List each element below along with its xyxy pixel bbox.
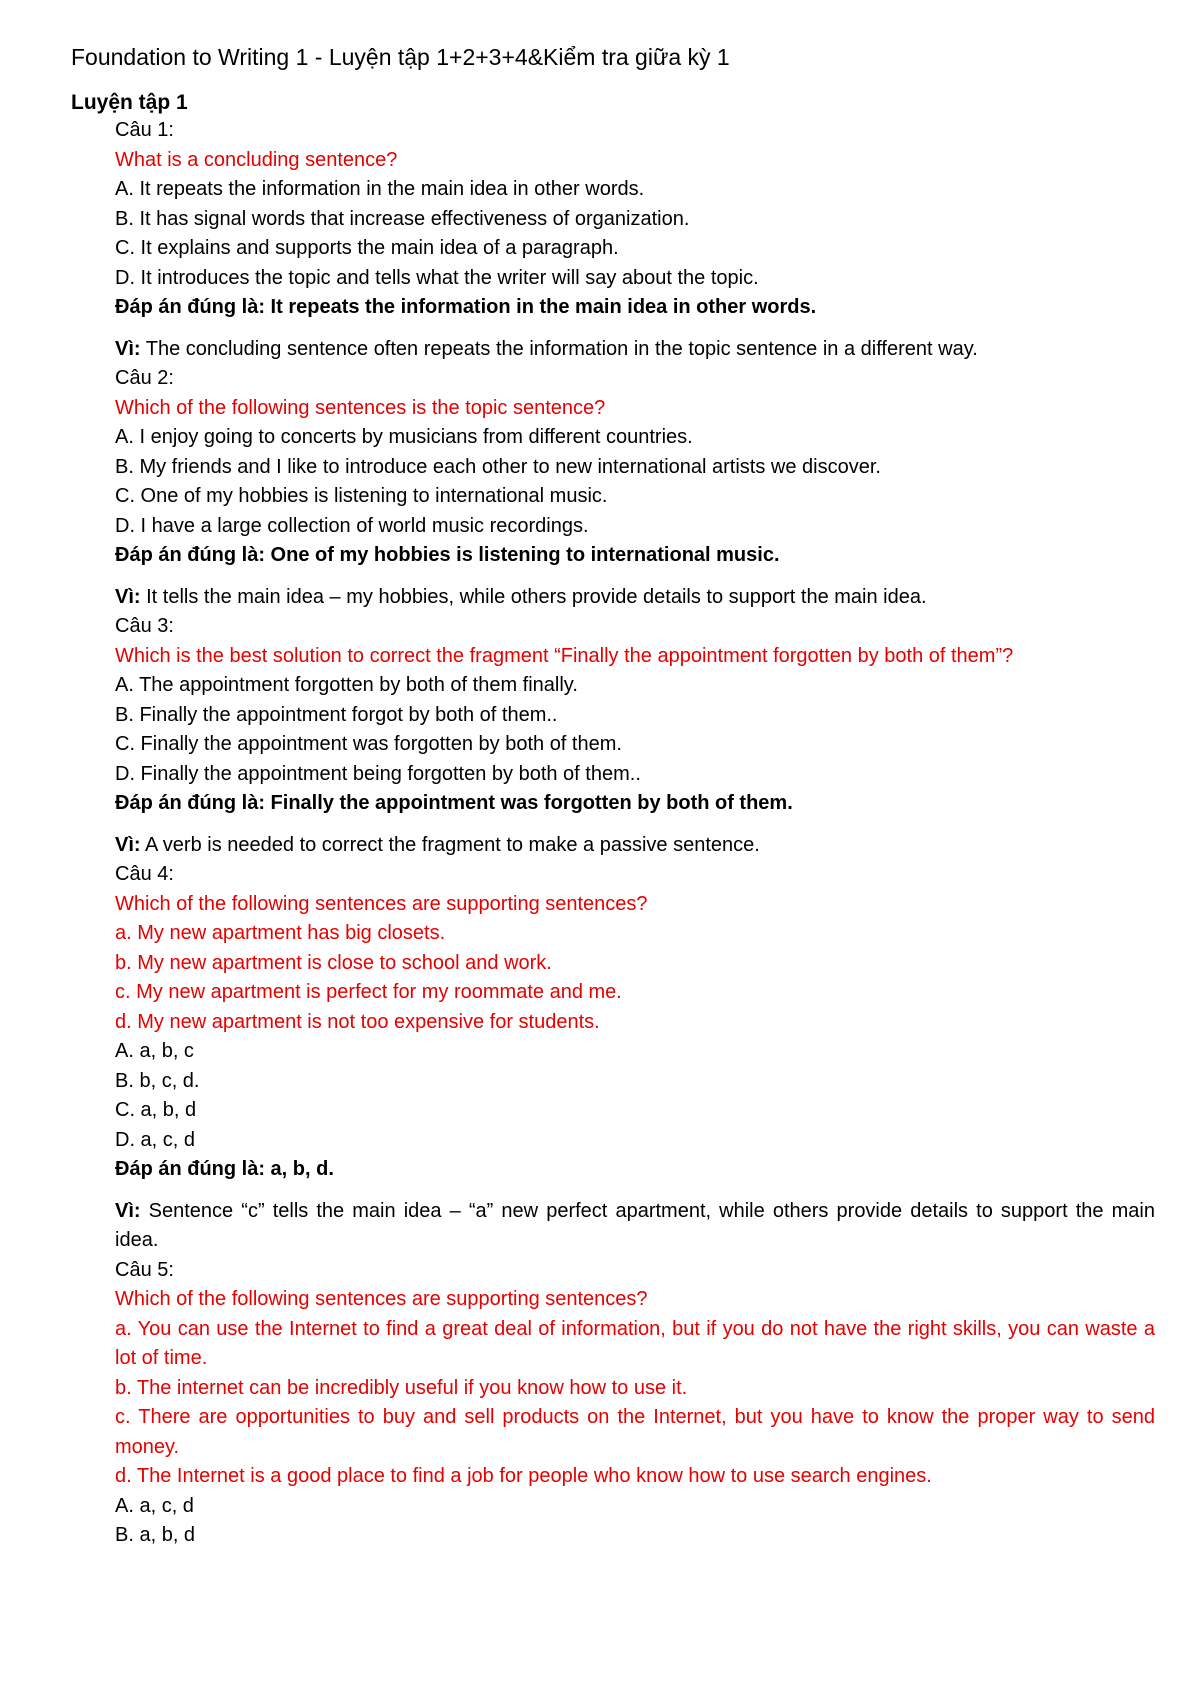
question-prompt: Which of the following sentences are supporting sentences? xyxy=(115,892,648,915)
answer-option: B. Finally the appointment forgot by both of them.. xyxy=(115,703,558,726)
question-label: Câu 1: xyxy=(115,119,174,141)
answer-option: B. a, b, d xyxy=(115,1524,196,1546)
question-block xyxy=(115,612,1155,860)
explanation-label: Vì: xyxy=(115,337,141,360)
explanation xyxy=(115,831,1155,861)
statement: c. My new apartment is perfect for my roommate and me. xyxy=(115,981,622,1003)
question-prompt: What is a concluding sentence? xyxy=(115,148,398,171)
correct-answer: Đáp án đúng là: Finally the appointment was forgotten by both of them. xyxy=(115,792,793,814)
question-prompt: Which of the following sentences is the topic sentence? xyxy=(115,396,606,419)
question-label: Câu 3: xyxy=(115,615,174,637)
explanation-text: The concluding sentence often repeats the information in the topic sentence in a different way. xyxy=(140,337,978,360)
correct-answer: Đáp án đúng là: a, b, d. xyxy=(115,1158,334,1180)
explanation xyxy=(115,335,1155,365)
answer-option: C. Finally the appointment was forgotten by both of them. xyxy=(115,733,622,755)
question-label: Câu 5: xyxy=(115,1258,174,1281)
statement: b. The internet can be incredibly useful if you know how to use it. xyxy=(115,1376,688,1399)
explanation-text: A verb is needed to correct the fragment to make a passive sentence. xyxy=(140,833,760,856)
answer-option: A. a, c, d xyxy=(115,1494,194,1517)
statement: a. You can use the Internet to find a great deal of information, but if you do not have the right skills, you can waste a lot of time. xyxy=(115,1317,1155,1369)
question-label: Câu 2: xyxy=(115,367,174,389)
question-prompt: Which of the following sentences are supporting sentences? xyxy=(115,1288,648,1310)
question-block xyxy=(115,364,1155,612)
document-content xyxy=(115,116,1155,1551)
correct-answer: Đáp án đúng là: It repeats the information in the main idea in other words. xyxy=(115,296,817,318)
document-title: Foundation to Writing 1 - Luyện tập 1+2+3+4&Kiểm tra giữa kỳ 1 xyxy=(71,44,730,70)
answer-option: D. Finally the appointment being forgotten by both of them.. xyxy=(115,762,641,785)
answer-option: A. It repeats the information in the main idea in other words. xyxy=(115,178,645,200)
question-block xyxy=(115,1256,1155,1551)
explanation-label: Vì: xyxy=(115,585,141,608)
statement: a. My new apartment has big closets. xyxy=(115,922,446,944)
answer-option: C. a, b, d xyxy=(115,1099,197,1121)
answer-option: C. It explains and supports the main idea of a paragraph. xyxy=(115,237,619,259)
question-block xyxy=(115,116,1155,364)
answer-option: A. a, b, c xyxy=(115,1040,194,1062)
answer-option: A. I enjoy going to concerts by musicians from different countries. xyxy=(115,426,693,448)
statement: c. There are opportunities to buy and sell products on the Internet, but you have to know the proper way to send money. xyxy=(115,1406,1155,1458)
answer-option: B. b, c, d. xyxy=(115,1069,200,1092)
answer-option: A. The appointment forgotten by both of them finally. xyxy=(115,674,578,696)
answer-option: B. My friends and I like to introduce each other to new international artists we discover. xyxy=(115,455,881,478)
answer-option: D. It introduces the topic and tells what the writer will say about the topic. xyxy=(115,266,759,289)
answer-option: D. I have a large collection of world music recordings. xyxy=(115,514,589,537)
statement: d. The Internet is a good place to find a job for people who know how to use search engines. xyxy=(115,1465,932,1487)
explanation-label: Vì: xyxy=(115,1199,141,1222)
statement: b. My new apartment is close to school and work. xyxy=(115,951,552,974)
answer-option: C. One of my hobbies is listening to international music. xyxy=(115,485,608,507)
correct-answer: Đáp án đúng là: One of my hobbies is listening to international music. xyxy=(115,544,780,566)
question-prompt: Which is the best solution to correct the fragment “Finally the appointment forgotten by both of them”? xyxy=(115,644,1014,667)
question-label: Câu 4: xyxy=(115,863,174,885)
explanation xyxy=(115,583,1155,613)
explanation xyxy=(115,1197,1155,1256)
section-heading: Luyện tập 1 xyxy=(71,91,188,114)
explanation-text: Sentence “c” tells the main idea – “a” new perfect apartment, while others provide details to support the main idea. xyxy=(115,1199,1155,1251)
question-block xyxy=(115,860,1155,1256)
answer-option: B. It has signal words that increase effectiveness of organization. xyxy=(115,207,690,230)
explanation-label: Vì: xyxy=(115,833,141,856)
statement: d. My new apartment is not too expensive for students. xyxy=(115,1010,600,1033)
answer-option: D. a, c, d xyxy=(115,1128,196,1151)
explanation-text: It tells the main idea – my hobbies, while others provide details to support the main idea. xyxy=(140,585,927,608)
